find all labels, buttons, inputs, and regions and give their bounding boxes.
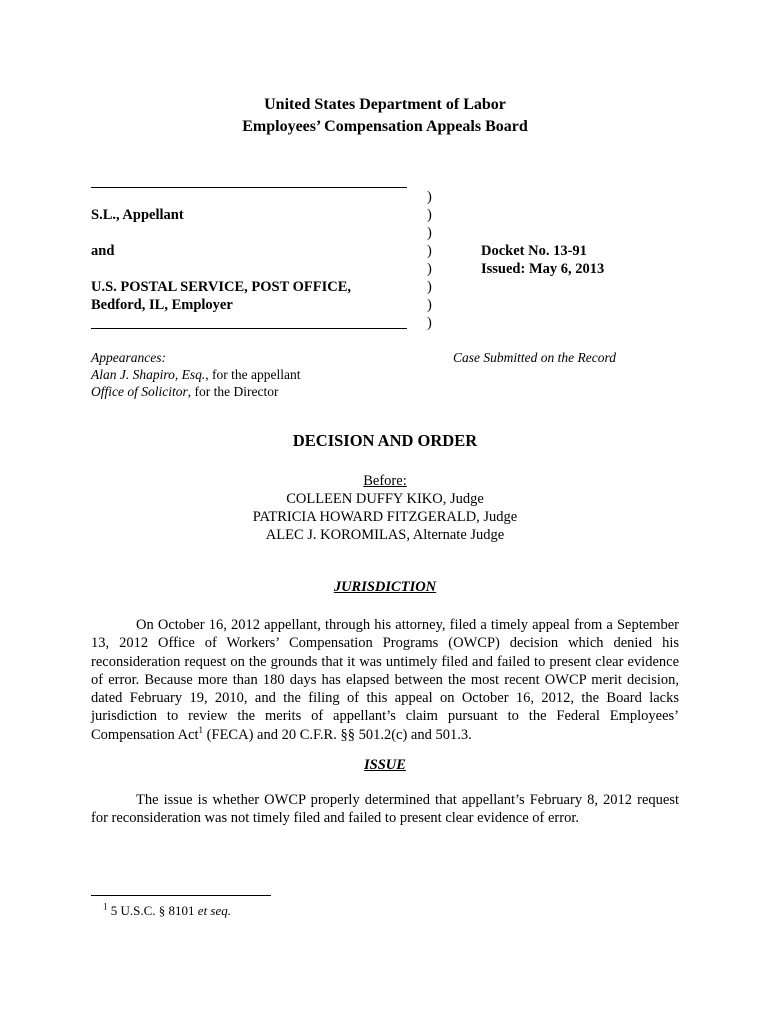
docket-number: Docket No. 13-91: [481, 243, 587, 259]
judge-3: ALEC J. KOROMILAS, Alternate Judge: [265, 527, 505, 543]
caption-paren: ): [427, 207, 432, 223]
appellant-attorney: Alan J. Shapiro, Esq.: [91, 367, 206, 382]
jurisdiction-heading-text: JURISDICTION: [333, 579, 437, 595]
caption-and: and: [91, 243, 115, 259]
employer-line-2: Bedford, IL, Employer: [91, 297, 233, 313]
caption-bottom-rule: [91, 328, 407, 329]
caption-paren: ): [427, 279, 432, 295]
case-submitted: [453, 349, 616, 366]
caption-paren: ): [427, 243, 432, 259]
director-counsel: Office of Solicitor: [91, 384, 188, 399]
appearances-heading: [91, 349, 166, 366]
appearance-director: [91, 383, 278, 400]
issue-text: The issue is whether OWCP properly determined that appellant’s February 8, 2012 request for reconsideration was not timely filed and failed to present clear evidence of error.: [91, 792, 679, 827]
footnote-number: 1: [103, 901, 108, 912]
issue-heading: [0, 757, 770, 774]
director-counsel-role: , for the Director: [187, 384, 279, 399]
board-title: Employees’ Compensation Appeals Board: [242, 118, 528, 135]
footnote-italic: et seq.: [197, 903, 232, 918]
jurisdiction-paragraph: [91, 616, 679, 744]
judge-2: PATRICIA HOWARD FITZGERALD, Judge: [252, 509, 518, 525]
issued-date: Issued: May 6, 2013: [481, 261, 605, 277]
caption-paren: ): [427, 225, 432, 241]
caption-paren: ): [427, 189, 432, 205]
footnote: [103, 902, 231, 919]
issue-paragraph: [91, 791, 679, 828]
appearances-heading-text: Appearances:: [91, 350, 166, 365]
before-label: [0, 472, 770, 490]
issue-heading-text: ISSUE: [364, 757, 406, 773]
caption-paren: ): [427, 315, 432, 331]
decision-title: DECISION AND ORDER: [292, 431, 478, 450]
agency-title: United States Department of Labor: [264, 96, 506, 113]
caption-top-rule: [91, 187, 407, 188]
jurisdiction-text: On October 16, 2012 appellant, through his attorney, filed a timely appeal from a September 13, 2012 Office of Workers’ Compensation Programs (OWCP) decision which denied his reconsideration request on the grounds that it was untimely filed and failed to present clear evidence of error. Because more than 180 days has elapsed between the most recent OWCP merit decision, dated February 19, 2010, and the filing of this appeal on October 16, 2012, the Board lacks jurisdiction to review the merits of appellant’s claim pursuant to the Federal Employees’ Compensation Act: [91, 617, 679, 743]
employer-line-1: U.S. POSTAL SERVICE, POST OFFICE,: [91, 279, 352, 295]
footnote-text: 5 U.S.C. § 8101: [110, 903, 198, 918]
before-label-text: Before:: [363, 473, 407, 489]
appearance-appellant: [91, 366, 300, 383]
jurisdiction-text-end: (FECA) and 20 C.F.R. §§ 501.2(c) and 501.3.: [203, 726, 472, 743]
footnote-rule: [91, 895, 271, 896]
caption-paren: ): [427, 297, 432, 313]
appellant-name: S.L., Appellant: [91, 207, 184, 223]
judge-1: COLLEEN DUFFY KIKO, Judge: [286, 491, 484, 507]
footnote-ref: 1: [198, 724, 204, 735]
jurisdiction-heading: [0, 579, 770, 596]
case-submitted-text: Case Submitted on the Record: [453, 350, 616, 365]
caption-paren: ): [427, 261, 432, 277]
appellant-attorney-role: , for the appellant: [205, 367, 301, 382]
